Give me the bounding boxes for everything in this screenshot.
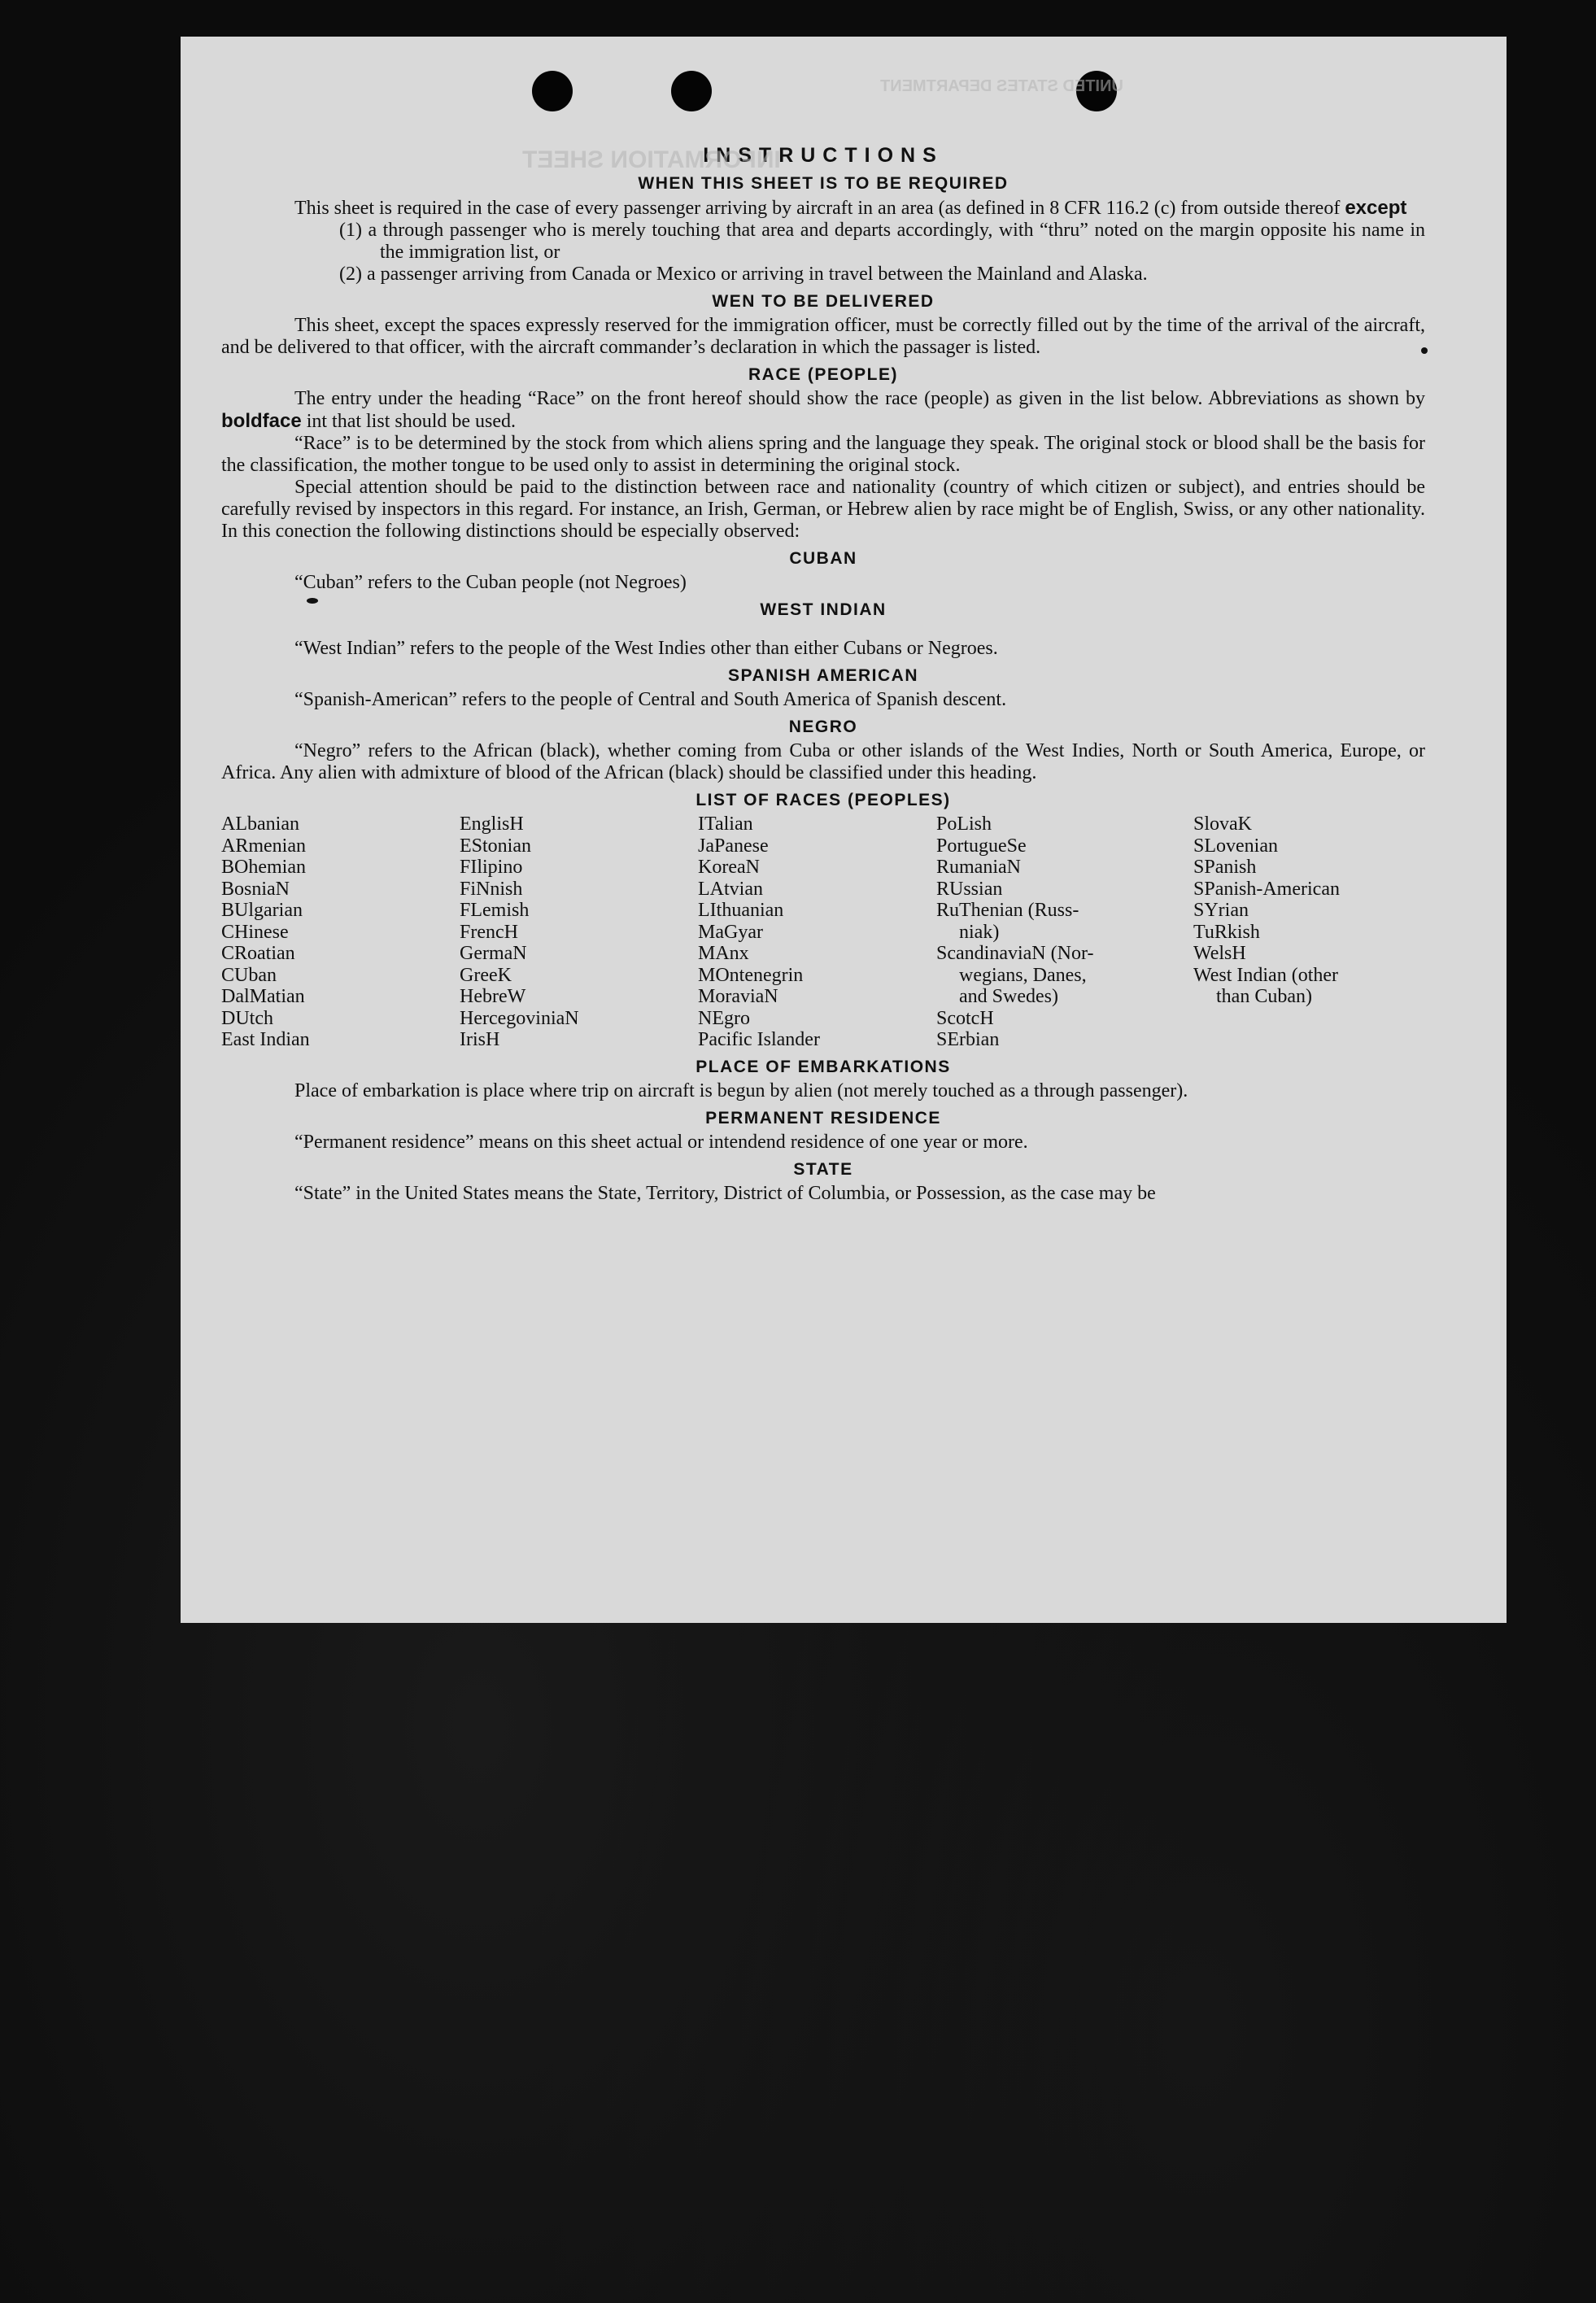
paragraph-race-1: The entry under the heading “Race” on the front hereof should show the race (people) as given in the list below. Abbreviations as shown by boldface int that list should be used. [221, 388, 1425, 432]
paragraph-cuban: “Cuban” refers to the Cuban people (not Negroes) [294, 572, 687, 593]
paragraph-residence: “Permanent residence” means on this sheet actual or intendend residence of one year or more. [294, 1131, 1028, 1153]
race-entry: GreeK [460, 964, 512, 986]
punch-hole [532, 71, 573, 111]
race-entry: RumaniaN [936, 857, 1021, 878]
race-entry: LAtvian [698, 878, 763, 900]
speck [307, 598, 318, 604]
bold-except: except [1345, 197, 1407, 219]
race-entry: ALbanian [221, 813, 299, 835]
race-entry: FIlipino [460, 857, 523, 878]
race-entry: SPanish-American [1193, 878, 1340, 900]
paragraph-negro: “Negro” refers to the African (black), whether coming from Cuba or other islands of the West Indies, North or South America, Europe, or Africa. Any alien with admixture of blood of the African (black) should be classified under this heading. [221, 740, 1425, 783]
race-entry: CRoatian [221, 943, 295, 964]
race-entry: Pacific Islander [698, 1029, 820, 1050]
punch-hole [671, 71, 712, 111]
race-entry: FiNnish [460, 878, 523, 900]
race-entry: NEgro [698, 1007, 750, 1029]
exception-list [221, 220, 1425, 286]
race-entry: RUssian [936, 878, 1003, 900]
race-entry: ScotcH [936, 1007, 994, 1029]
race-entry: KoreaN [698, 857, 760, 878]
race-entry: HercegoviniaN [460, 1007, 579, 1029]
race-entry: IrisH [460, 1029, 500, 1050]
races-column [698, 813, 936, 1051]
paragraph-race-3: Special attention should be paid to the distinction between race and nationality (country of which citizen or subject), and entries should be carefully revised by inspectors in this regard. For instance, an Irish, German, or Hebrew alien by race might be of English, Swiss, or any other nationality. In this conection the following distinctions should be especially observed: [221, 477, 1425, 542]
exception-item: (1) a through passenger who is merely touching that area and departs accordingly, with “thru” noted on the margin opposite his name in the immigration list, or [339, 220, 1426, 263]
race-entry: MAnx [698, 943, 749, 964]
section-heading-negro: NEGRO [788, 718, 858, 736]
races-column [936, 813, 1193, 1051]
race-entry: than Cuban) [1216, 986, 1312, 1007]
paragraph-when-required: This sheet is required in the case of every passenger arriving by aircraft in an area (as defined in 8 CFR 116.2 (c) from outside thereof except [294, 197, 1407, 219]
race-entry: TuRkish [1193, 921, 1260, 943]
race-entry: WelsH [1193, 943, 1246, 964]
race-entry: niak) [959, 921, 1000, 943]
race-entry: DUtch [221, 1007, 273, 1029]
race-entry: wegians, Danes, [959, 964, 1087, 986]
race-entry: and Swedes) [959, 986, 1058, 1007]
section-heading-residence: PERMANENT RESIDENCE [705, 1108, 941, 1128]
race-entry: ARmenian [221, 835, 306, 857]
speck [1421, 347, 1428, 354]
race-entry: West Indian (other [1193, 964, 1339, 986]
show-through-text: INFORMATION SHEET [522, 146, 781, 173]
document-page [181, 37, 1507, 1623]
race-entry: PoLish [936, 813, 992, 835]
paragraph-spanish-american: “Spanish-American” refers to the people of Central and South America of Spanish descent. [294, 689, 1007, 710]
race-entry: CUban [221, 964, 277, 986]
race-entry: EnglisH [460, 813, 524, 835]
race-entry: EStonian [460, 835, 531, 857]
race-entry: ITalian [698, 813, 753, 835]
race-entry: BosniaN [221, 878, 290, 900]
race-entry: RuThenian (Russ- [936, 900, 1079, 921]
race-entry: MoraviaN [698, 986, 778, 1007]
bold-boldface: boldface [221, 410, 302, 432]
race-entry: GermaN [460, 943, 527, 964]
show-through-text: UNITED STATES DEPARTMENT [880, 77, 1123, 95]
race-entry: SLovenian [1193, 835, 1278, 857]
race-entry: DalMatian [221, 986, 305, 1007]
race-entry: SPanish [1193, 857, 1257, 878]
race-entry: PortugueSe [936, 835, 1027, 857]
paragraph-race-2: “Race” is to be determined by the stock from which aliens spring and the language they speak. The original stock or blood shall be the basis for the classification, the mother tongue to be used only to assist in determining the original stock. [221, 433, 1425, 476]
section-heading-west-indian: WEST INDIAN [760, 600, 887, 619]
race-entry: BUlgarian [221, 900, 303, 921]
race-entry: FrencH [460, 921, 518, 943]
race-entry: East Indian [221, 1029, 310, 1050]
race-entry: LIthuanian [698, 900, 784, 921]
race-entry: SErbian [936, 1029, 1000, 1050]
race-entry: BOhemian [221, 857, 306, 878]
paragraph-embarkation: Place of embarkation is place where trip on aircraft is begun by alien (not merely touched as a through passenger). [294, 1080, 1188, 1101]
paragraph-when-delivered: This sheet, except the spaces expressly reserved for the immigration officer, must be correctly filled out by the time of the arrival of the aircraft, and be delivered to that officer, with the aircraft commander’s declaration in which the passager is listed. [221, 315, 1425, 358]
section-heading-when-delivered: WEN TO BE DELIVERED [712, 292, 935, 311]
races-column [1193, 813, 1425, 1051]
section-heading-cuban: CUBAN [789, 549, 857, 568]
race-entry: CHinese [221, 921, 289, 943]
race-entry: FLemish [460, 900, 530, 921]
race-entry: MaGyar [698, 921, 763, 943]
race-entry: JaPanese [698, 835, 769, 857]
section-heading-race: RACE (PEOPLE) [748, 365, 898, 384]
section-heading-races-list: LIST OF RACES (PEOPLES) [696, 791, 951, 809]
races-column [460, 813, 698, 1051]
race-entry: HebreW [460, 986, 526, 1007]
race-entry: SYrian [1193, 900, 1249, 921]
section-heading-state: STATE [793, 1159, 853, 1179]
races-list [221, 813, 1425, 1051]
section-heading-spanish-american: SPANISH AMERICAN [727, 666, 918, 685]
race-entry: MOntenegrin [698, 964, 804, 986]
section-heading-when-required: WHEN THIS SHEET IS TO BE REQUIRED [638, 174, 1009, 193]
races-column [221, 813, 460, 1051]
exception-item: (2) a passenger arriving from Canada or Mexico or arriving in travel between the Mainland and Alaska. [339, 264, 1148, 285]
race-entry: SlovaK [1193, 813, 1252, 835]
section-heading-embarkation: PLACE OF EMBARKATIONS [696, 1057, 951, 1076]
race-entry: ScandinaviaN (Nor- [936, 943, 1094, 964]
document-title: INSTRUCTIONS [703, 144, 944, 167]
paragraph-state: “State” in the United States means the State, Territory, District of Columbia, or Possession, as the case may be [294, 1182, 1156, 1204]
paragraph-west-indian: “West Indian” refers to the people of the West Indies other than either Cubans or Negroes. [294, 638, 998, 659]
